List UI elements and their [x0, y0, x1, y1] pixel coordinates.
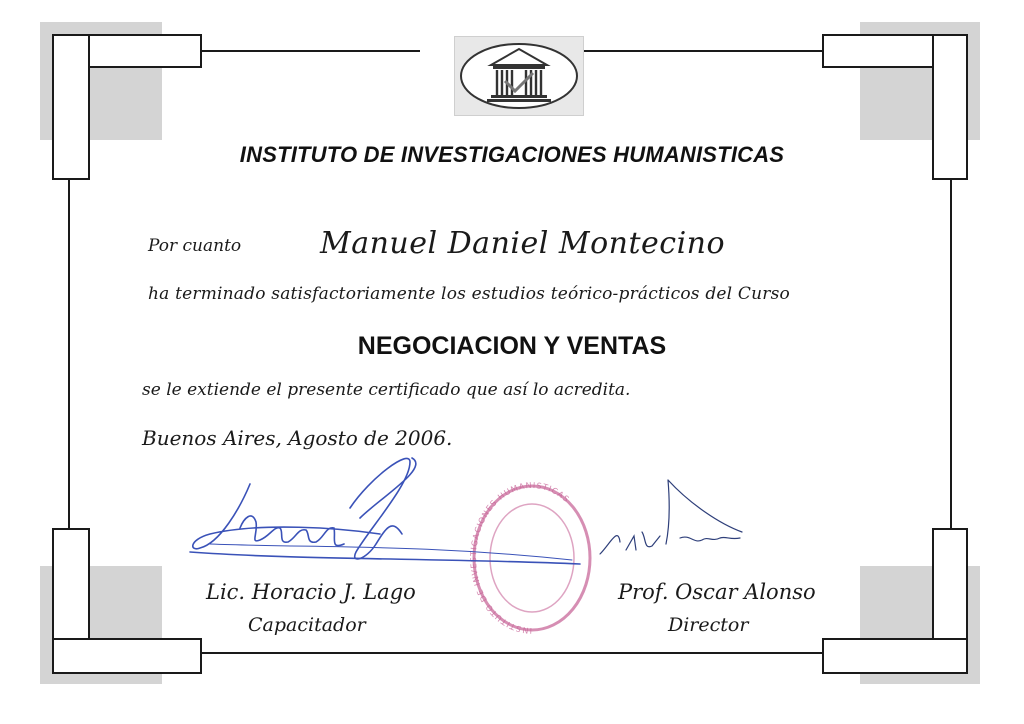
temple-icon	[455, 37, 583, 115]
signature-lago	[180, 448, 600, 588]
signatory-1-role: Capacitador	[248, 614, 366, 636]
certificate-text: se le extiende el presente certificado que así lo acredita.	[142, 380, 631, 400]
recipient-name: Manuel Daniel Montecino	[320, 226, 726, 261]
completion-text: ha terminado satisfactoriamente los estudios teórico-prácticos del Curso	[148, 284, 790, 304]
stamp-text: INSTITUTO DE INVESTIGACIONES HUMANISTICAS	[469, 480, 572, 636]
signatory-2-role: Director	[668, 614, 749, 636]
frame-top-right	[582, 50, 830, 52]
course-title: NEGOCIACION Y VENTAS	[357, 332, 667, 360]
place-date: Buenos Aires, Agosto de 2006.	[142, 426, 453, 450]
signatory-2-name: Prof. Oscar Alonso	[618, 580, 816, 604]
institute-title: INSTITUTO DE INVESTIGACIONES HUMANISTICAS	[239, 142, 785, 167]
corner-box-bottom-right-outer	[822, 638, 968, 674]
por-cuanto-label: Por cuanto	[148, 236, 242, 256]
signature-alonso	[590, 474, 760, 564]
frame-bottom	[200, 652, 830, 654]
corner-box-bottom-left-outer	[52, 638, 202, 674]
signatory-1-name: Lic. Horacio J. Lago	[206, 580, 416, 604]
institute-logo	[454, 36, 584, 116]
